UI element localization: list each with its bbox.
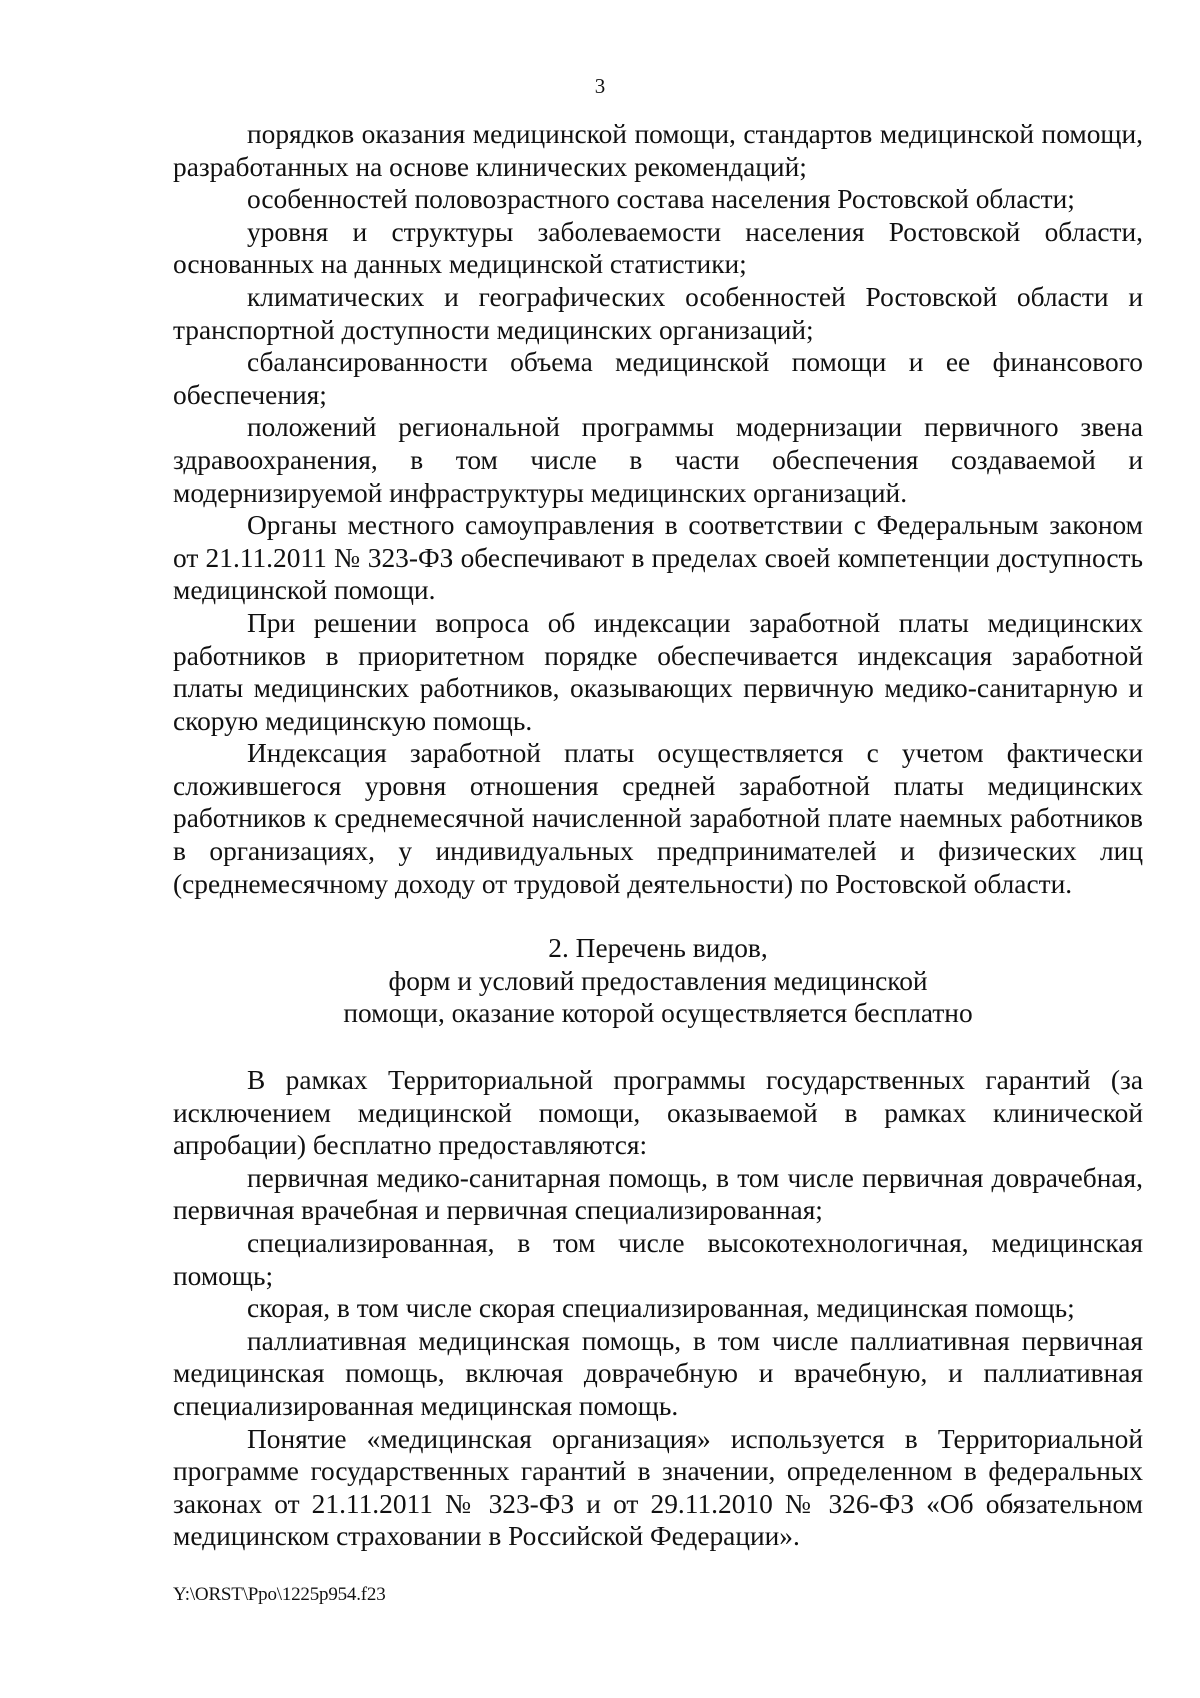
paragraph: климатических и географических особенностей Ростовской области и транспортной доступности медицинских организаций; (173, 281, 1143, 345)
paragraph: Индексация заработной платы осуществляется с учетом фактически сложившегося уровня отношения средней заработной платы медицинских работников к среднемесячной начисленной заработной плате наемных работников в организациях, у индивидуальных предпринимателей и физических лиц (среднемесячному доходу от трудовой деятельности) по Ростовской области. (173, 738, 1143, 899)
page-number: 3 (594, 74, 606, 98)
section-title (173, 932, 1143, 1030)
paragraph: В рамках Территориальной программы государственных гарантий (за исключением медицинской помощи, оказываемой в рамках клинической апробации) бесплатно предоставляются: (173, 1065, 1143, 1161)
paragraph: положений региональной программы модернизации первичного звена здравоохранения, в том числе в части обеспечения создаваемой и модернизируемой инфраструктуры медицинских организаций. (173, 412, 1143, 508)
section-title-line: 2. Перечень видов, (548, 933, 768, 964)
document-body (173, 118, 1143, 1553)
section-title-line: форм и условий предоставления медицинской (388, 965, 928, 996)
paragraph: специализированная, в том числе высокотехнологичная, медицинская помощь; (173, 1228, 1143, 1291)
paragraph: сбалансированности объема медицинской помощи и ее финансового обеспечения; (173, 347, 1143, 410)
paragraph: паллиативная медицинская помощь, в том числе паллиативная первичная медицинская помощь, включая доврачебную и врачебную, и паллиативная специализированная медицинская помощь. (173, 1325, 1143, 1421)
section-title-line: помощи, оказание которой осуществляется бесплатно (343, 998, 973, 1029)
paragraph: уровня и структуры заболеваемости населения Ростовской области, основанных на данных медицинской статистики; (173, 216, 1143, 280)
footer-file-path: Y:\ORST\Ppo\1225p954.f23 (173, 1584, 386, 1605)
paragraph: При решении вопроса об индексации заработной платы медицинских работников в приоритетном порядке обеспечивается индексация заработной платы медицинских работников, оказывающих первичную медико-санитарную и скорую медицинскую помощь. (173, 607, 1143, 736)
paragraph: Понятие «медицинская организация» используется в Территориальной программе государственных гарантий в значении, определенном в федеральных законах от 21.11.2011 № 323-ФЗ и от 29.11.2010 № 326-ФЗ «Об обязательном медицинском страховании в Российской Федерации». (173, 1423, 1143, 1552)
paragraph: особенностей половозрастного состава населения Ростовской области; (247, 184, 1075, 215)
paragraph: порядков оказания медицинской помощи, стандартов медицинской помощи, разработанных на основе клинических рекомендаций; (173, 119, 1143, 182)
paragraph: Органы местного самоуправления в соответствии с Федеральным законом от 21.11.2011 № 323-ФЗ обеспечивают в пределах своей компетенции доступность медицинской помощи. (173, 510, 1143, 606)
paragraph: скорая, в том числе скорая специализированная, медицинская помощь; (247, 1293, 1075, 1324)
paragraph: первичная медико-санитарная помощь, в том числе первичная доврачебная, первичная врачебная и первичная специализированная; (173, 1162, 1143, 1226)
